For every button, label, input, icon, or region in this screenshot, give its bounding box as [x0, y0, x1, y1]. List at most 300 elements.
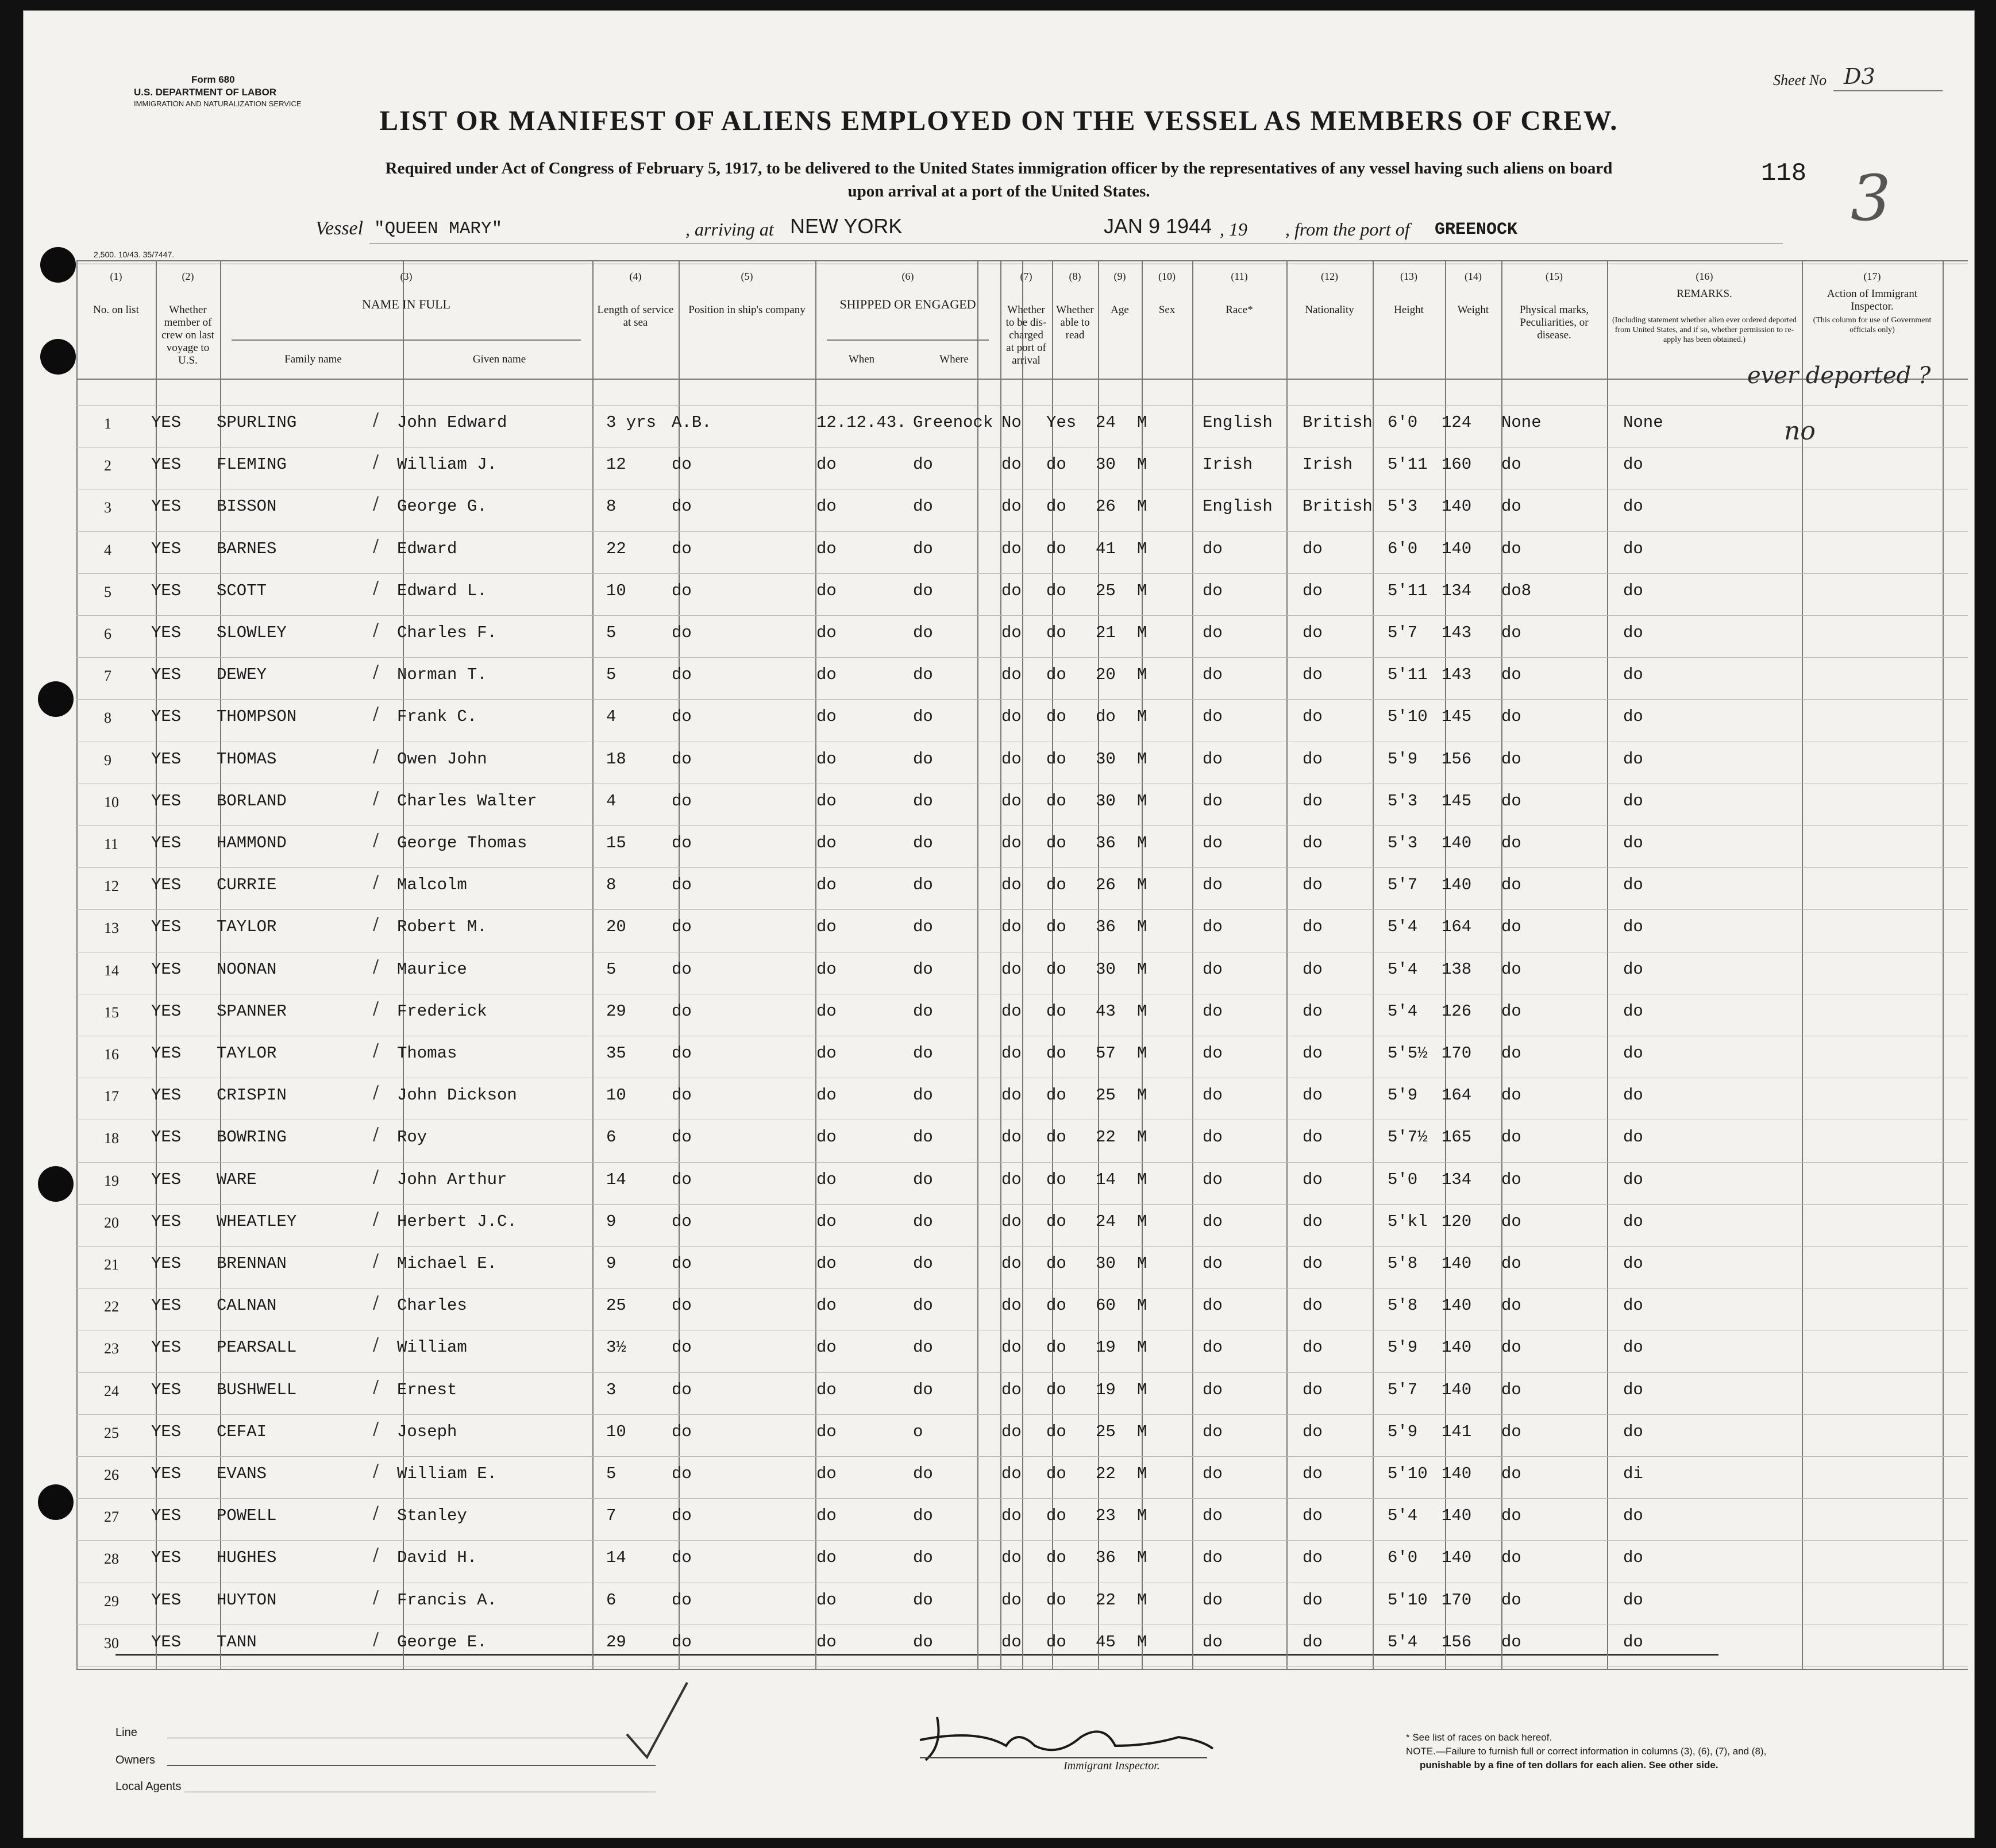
cell-where: do	[913, 497, 933, 516]
from-port: GREENOCK	[1435, 220, 1518, 240]
cell-marks: do	[1501, 1464, 1521, 1483]
cell-height: 5'7½	[1388, 1128, 1428, 1147]
cell-given: Malcolm	[397, 875, 467, 895]
cell-marks: do	[1501, 875, 1521, 895]
cell-position: do	[672, 623, 692, 642]
cell-service: 12	[606, 455, 626, 474]
cell-race: do	[1203, 1506, 1223, 1526]
date-suffix: , 19	[1220, 219, 1247, 240]
check-tick: /	[373, 1208, 379, 1229]
subheader-rule	[232, 339, 581, 341]
cell-weight: 140	[1442, 1338, 1472, 1357]
cell-sex: M	[1137, 1212, 1147, 1231]
cell-height: 5'kl	[1388, 1212, 1428, 1231]
cell-given: Charles F.	[397, 623, 498, 642]
check-tick: /	[373, 493, 379, 514]
cell-read: do	[1046, 875, 1066, 895]
cell-remarks: do	[1623, 581, 1643, 600]
cell-height: 5'3	[1388, 791, 1418, 811]
cell-discharged: do	[1001, 665, 1022, 685]
cell-marks: do8	[1501, 581, 1532, 600]
cell-height: 5'3	[1388, 497, 1418, 516]
owners-underline	[167, 1765, 656, 1766]
line-label: Line	[115, 1726, 137, 1739]
cell-read: do	[1046, 1212, 1066, 1231]
cell-marks: do	[1501, 1632, 1521, 1652]
cell-position: do	[672, 1422, 692, 1441]
cell-discharged: do	[1001, 1632, 1022, 1652]
cell-remarks: do	[1623, 791, 1643, 811]
cell-nationality: do	[1303, 539, 1323, 558]
column-number: (2)	[182, 271, 194, 282]
cell-service: 10	[606, 1422, 626, 1441]
cell-family: WARE	[217, 1170, 257, 1189]
cell-given: Frank C.	[397, 707, 477, 727]
cell-when: do	[816, 1338, 837, 1357]
cell-family: CALNAN	[217, 1296, 277, 1315]
cell-age: 60	[1096, 1296, 1116, 1315]
row-rule	[76, 1204, 1968, 1205]
cell-position: do	[672, 1170, 692, 1189]
cell-nationality: do	[1303, 917, 1323, 937]
row-rule	[76, 405, 1968, 406]
cell-weight: 164	[1442, 917, 1472, 937]
cell-service: 4	[606, 707, 616, 727]
cell-position: do	[672, 834, 692, 852]
cell-marks: do	[1501, 959, 1521, 979]
cell-height: 5'4	[1388, 1001, 1418, 1021]
cell-nationality: do	[1303, 791, 1323, 811]
cell-weight: 170	[1442, 1044, 1472, 1063]
cell-position: do	[672, 455, 692, 474]
cell-height: 5'11	[1388, 455, 1428, 474]
cell-sex: M	[1137, 1422, 1147, 1441]
cell-age: 21	[1096, 623, 1116, 642]
column-number: (5)	[741, 271, 753, 282]
cell-read: do	[1046, 1590, 1066, 1610]
vessel-label: Vessel	[315, 218, 364, 239]
cell-read: do	[1046, 1464, 1066, 1483]
cell-nationality: do	[1303, 1380, 1323, 1399]
cell-weight: 140	[1442, 1254, 1472, 1273]
cell-where: do	[913, 1296, 933, 1315]
cell-member: YES	[151, 1170, 182, 1189]
column-header: Whether to be dis-charged at port of arrival	[1005, 304, 1047, 366]
cell-age: 25	[1096, 1422, 1116, 1441]
check-tick: /	[373, 1587, 379, 1607]
cell-nationality: do	[1303, 623, 1323, 642]
cell-sex: M	[1137, 623, 1147, 642]
column-number: (17)	[1863, 271, 1881, 282]
cell-age: 36	[1096, 917, 1116, 937]
check-tick: /	[373, 704, 379, 724]
cell-position: do	[672, 749, 692, 769]
cell-sex: M	[1137, 665, 1147, 685]
cell-family: BOWRING	[217, 1128, 287, 1147]
cell-when: do	[816, 917, 837, 937]
cell-where: o	[913, 1422, 923, 1441]
check-tick: /	[373, 620, 379, 640]
cell-when: do	[816, 875, 837, 895]
column-header: NAME IN FULL	[362, 297, 450, 311]
cell-read: do	[1046, 791, 1066, 811]
punch-hole	[38, 1484, 74, 1520]
cell-remarks: do	[1623, 834, 1643, 852]
cell-height: 5'8	[1388, 1296, 1418, 1315]
row-number: 28	[104, 1550, 119, 1568]
cell-age: 43	[1096, 1001, 1116, 1021]
cell-remarks: do	[1623, 455, 1643, 474]
row-rule	[76, 1498, 1968, 1499]
cell-weight: 140	[1442, 1506, 1472, 1526]
cell-marks: do	[1501, 1296, 1521, 1315]
vessel-name: "QUEEN MARY"	[374, 219, 503, 239]
cell-position: do	[672, 1338, 692, 1357]
subtitle-2: upon arrival at a port of the United States.	[847, 182, 1150, 200]
form-number: Form 680	[191, 74, 235, 85]
cell-discharged: do	[1001, 581, 1022, 600]
cell-weight: 138	[1442, 959, 1472, 979]
cell-discharged: do	[1001, 707, 1022, 727]
cell-read: do	[1046, 455, 1066, 474]
cell-nationality: do	[1303, 1296, 1323, 1315]
cell-marks: do	[1501, 917, 1521, 937]
check-tick: /	[373, 788, 379, 808]
cell-where: do	[913, 834, 933, 852]
cell-where: do	[913, 1044, 933, 1063]
print-code: 2,500. 10/43. 35/7447.	[94, 250, 175, 259]
column-header: No. on list	[93, 304, 139, 316]
cell-read: do	[1046, 749, 1066, 769]
cell-member: YES	[151, 959, 182, 979]
cell-service: 35	[606, 1044, 626, 1063]
cell-member: YES	[151, 1590, 182, 1610]
cell-age: 36	[1096, 1548, 1116, 1568]
cell-weight: 156	[1442, 1632, 1472, 1652]
cell-where: do	[913, 1464, 933, 1483]
cell-remarks: di	[1623, 1464, 1643, 1483]
cell-race: do	[1203, 1422, 1223, 1441]
cell-age: 25	[1096, 1086, 1116, 1105]
cell-nationality: do	[1303, 749, 1323, 769]
cell-family: HUGHES	[217, 1548, 277, 1568]
cell-given: George G.	[397, 497, 487, 516]
column-number: (15)	[1546, 271, 1563, 282]
row-number: 25	[104, 1424, 119, 1441]
row-number: 30	[104, 1634, 119, 1652]
cell-member: YES	[151, 1044, 182, 1063]
cell-remarks: do	[1623, 1212, 1643, 1231]
row-number: 21	[104, 1256, 119, 1273]
cell-where: do	[913, 1212, 933, 1231]
cell-family: POWELL	[217, 1506, 277, 1526]
cell-when: do	[816, 497, 837, 516]
cell-discharged: do	[1001, 1212, 1022, 1231]
cell-family: SPURLING	[217, 413, 297, 432]
cell-family: TAYLOR	[217, 917, 277, 937]
cell-member: YES	[151, 1338, 182, 1357]
cell-discharged: do	[1001, 497, 1022, 516]
arriving-label: , arriving at	[685, 219, 774, 240]
cell-read: do	[1046, 1170, 1066, 1189]
cell-given: Stanley	[397, 1506, 467, 1526]
check-tick: /	[373, 662, 379, 682]
cell-race: do	[1203, 1296, 1223, 1315]
cell-remarks: do	[1623, 1170, 1643, 1189]
cell-discharged: do	[1001, 917, 1022, 937]
column-header: Weight	[1457, 304, 1489, 316]
column-divider	[1373, 260, 1374, 1669]
cell-read: do	[1046, 1422, 1066, 1441]
cell-race: do	[1203, 1086, 1223, 1105]
cell-position: do	[672, 1632, 692, 1652]
cell-discharged: do	[1001, 1338, 1022, 1357]
cell-height: 5'5½	[1388, 1044, 1428, 1063]
cell-when: do	[816, 1212, 837, 1231]
cell-marks: do	[1501, 1590, 1521, 1610]
cell-height: 5'4	[1388, 917, 1418, 937]
cell-age: 30	[1096, 1254, 1116, 1273]
cell-height: 5'4	[1388, 959, 1418, 979]
cell-sex: M	[1137, 581, 1147, 600]
cell-position: do	[672, 791, 692, 811]
cell-read: do	[1046, 1548, 1066, 1568]
column-header: Action of Immigrant Inspector.	[1827, 288, 1918, 312]
column-note: (This column for use of Government officials only)	[1813, 316, 1932, 334]
row-rule	[76, 1414, 1968, 1415]
column-divider	[76, 260, 78, 1669]
cell-sex: M	[1137, 1338, 1147, 1357]
cell-race: do	[1203, 581, 1223, 600]
cell-member: YES	[151, 497, 182, 516]
cell-height: 5'10	[1388, 1464, 1428, 1483]
cell-weight: 140	[1442, 834, 1472, 852]
cell-discharged: do	[1001, 1254, 1022, 1273]
cell-nationality: do	[1303, 1254, 1323, 1273]
column-divider	[1286, 260, 1288, 1669]
cell-family: CURRIE	[217, 875, 277, 895]
row-rule	[76, 1162, 1968, 1163]
sheet-number: D3	[1844, 64, 1875, 89]
row-number: 3	[104, 499, 111, 516]
check-tick: /	[373, 746, 379, 766]
row-number: 7	[104, 668, 111, 685]
cell-nationality: do	[1303, 1001, 1323, 1021]
cell-height: 5'7	[1388, 875, 1418, 895]
cell-nationality: do	[1303, 1170, 1323, 1189]
cell-read: do	[1046, 1044, 1066, 1063]
cell-age: 36	[1096, 834, 1116, 852]
cell-age: 24	[1096, 1212, 1116, 1231]
cell-given: Michael E.	[397, 1254, 498, 1273]
cell-marks: do	[1501, 1254, 1521, 1273]
cell-service: 3½	[606, 1338, 626, 1357]
cell-member: YES	[151, 1086, 182, 1105]
cell-member: YES	[151, 1212, 182, 1231]
cell-family: BRENNAN	[217, 1254, 287, 1273]
cell-remarks: do	[1623, 1001, 1643, 1021]
arrival-date: JAN 9 1944	[1104, 214, 1212, 238]
check-tick: /	[373, 452, 379, 472]
column-divider	[977, 260, 978, 1669]
cell-race: do	[1203, 749, 1223, 769]
cell-position: do	[672, 581, 692, 600]
cell-family: THOMPSON	[217, 707, 297, 727]
row-number: 1	[104, 415, 111, 432]
cell-height: 5'11	[1388, 665, 1428, 685]
cell-age: 23	[1096, 1506, 1116, 1526]
deported-note: ever deported ?	[1747, 362, 1931, 389]
cell-nationality: Irish	[1303, 455, 1353, 474]
cell-where: do	[913, 665, 933, 685]
check-tick: /	[373, 830, 379, 850]
row-rule	[76, 1246, 1968, 1247]
cell-when: do	[816, 834, 837, 852]
cell-when: do	[816, 1380, 837, 1399]
subtitle-1: Required under Act of Congress of February 5, 1917, to be delivered to the United States immigration officer by the representatives of any vessel having such aliens on board	[385, 159, 1613, 178]
check-tick: /	[373, 1545, 379, 1565]
cell-weight: 140	[1442, 1380, 1472, 1399]
cell-height: 5'9	[1388, 1086, 1418, 1105]
cell-member: YES	[151, 623, 182, 642]
column-header: REMARKS.	[1677, 288, 1732, 300]
cell-height: 5'3	[1388, 834, 1418, 852]
cell-age: 26	[1096, 497, 1116, 516]
cell-family: CRISPIN	[217, 1086, 287, 1105]
column-number: (14)	[1465, 271, 1482, 282]
row-number: 23	[104, 1340, 119, 1357]
cell-nationality: do	[1303, 875, 1323, 895]
cell-service: 18	[606, 749, 626, 769]
cell-remarks: do	[1623, 1086, 1643, 1105]
cell-age: 22	[1096, 1128, 1116, 1147]
cell-age: 25	[1096, 581, 1116, 600]
cell-marks: do	[1501, 707, 1521, 727]
cell-where: do	[913, 1086, 933, 1105]
cell-when: do	[816, 1590, 837, 1610]
cell-remarks: do	[1623, 1380, 1643, 1399]
cell-position: do	[672, 1001, 692, 1021]
cell-member: YES	[151, 749, 182, 769]
row-number: 13	[104, 920, 119, 937]
agents-label: Local Agents	[115, 1780, 182, 1793]
cell-position: do	[672, 497, 692, 516]
column-number: (9)	[1113, 271, 1126, 282]
cell-race: do	[1203, 1590, 1223, 1610]
row-number: 24	[104, 1382, 119, 1399]
cell-race: do	[1203, 917, 1223, 937]
cell-sex: M	[1137, 1128, 1147, 1147]
cell-sex: M	[1137, 1170, 1147, 1189]
cell-family: TANN	[217, 1632, 257, 1652]
row-number: 27	[104, 1509, 119, 1526]
cell-position: do	[672, 1296, 692, 1315]
cell-sex: M	[1137, 1296, 1147, 1315]
cell-when: do	[816, 1170, 837, 1189]
cell-given: Francis A.	[397, 1590, 498, 1610]
cell-member: YES	[151, 1464, 182, 1483]
cell-when: do	[816, 959, 837, 979]
cell-sex: M	[1137, 1086, 1147, 1105]
footnote-3: punishable by a fine of ten dollars for each alien. See other side.	[1420, 1760, 1718, 1770]
cell-where: do	[913, 539, 933, 558]
column-number: (13)	[1400, 271, 1417, 282]
cell-where: do	[913, 1254, 933, 1273]
cell-member: YES	[151, 581, 182, 600]
cell-height: 5'9	[1388, 1338, 1418, 1357]
cell-weight: 134	[1442, 1170, 1472, 1189]
row-number: 6	[104, 626, 111, 642]
row-number: 22	[104, 1298, 119, 1315]
cell-remarks: do	[1623, 1254, 1643, 1273]
cell-weight: 145	[1442, 791, 1472, 811]
column-header: Whether able to read	[1056, 304, 1094, 341]
row-number: 15	[104, 1004, 119, 1021]
cell-remarks: do	[1623, 959, 1643, 979]
cell-age: 30	[1096, 455, 1116, 474]
cell-race: do	[1203, 1212, 1223, 1231]
cell-remarks: do	[1623, 665, 1643, 685]
sheet-label: Sheet No	[1773, 72, 1827, 88]
check-tick: /	[373, 1629, 379, 1649]
cell-marks: do	[1501, 1338, 1521, 1357]
cell-family: BISSON	[217, 497, 277, 516]
cell-read: do	[1046, 917, 1066, 937]
from-label: , from the port of	[1285, 219, 1410, 240]
cell-service: 6	[606, 1590, 616, 1610]
column-header: Sex	[1158, 304, 1176, 316]
cell-family: HAMMOND	[217, 834, 287, 852]
cell-nationality: do	[1303, 1044, 1323, 1063]
cell-given: George E.	[397, 1632, 487, 1652]
cell-position: do	[672, 1590, 692, 1610]
cell-read: do	[1046, 497, 1066, 516]
cell-race: do	[1203, 1632, 1223, 1652]
cell-given: Herbert J.C.	[397, 1212, 517, 1231]
row-rule	[76, 657, 1968, 658]
cell-position: do	[672, 1212, 692, 1231]
cell-where: do	[913, 1170, 933, 1189]
cell-nationality: do	[1303, 1338, 1323, 1357]
cell-marks: do	[1501, 1128, 1521, 1147]
column-number: (1)	[110, 271, 122, 282]
cell-race: do	[1203, 665, 1223, 685]
department-name: U.S. DEPARTMENT OF LABOR	[134, 87, 277, 98]
cell-discharged: do	[1001, 1422, 1022, 1441]
cell-weight: 143	[1442, 623, 1472, 642]
column-header: Physical marks, Peculiarities, or disease.	[1519, 304, 1589, 341]
cell-given: Ernest	[397, 1380, 457, 1399]
cell-member: YES	[151, 791, 182, 811]
column-header: Height	[1394, 304, 1424, 316]
cell-family: NOONAN	[217, 959, 277, 979]
cell-weight: 145	[1442, 707, 1472, 727]
cell-sex: M	[1137, 1590, 1147, 1610]
cell-sex: M	[1137, 917, 1147, 937]
cell-member: YES	[151, 875, 182, 895]
cell-height: 5'7	[1388, 623, 1418, 642]
cell-service: 3	[606, 1380, 616, 1399]
cell-discharged: do	[1001, 1296, 1022, 1315]
cell-when: do	[816, 707, 837, 727]
cell-nationality: do	[1303, 1086, 1323, 1105]
cell-read: do	[1046, 1632, 1066, 1652]
cell-discharged: do	[1001, 1044, 1022, 1063]
cell-discharged: do	[1001, 1170, 1022, 1189]
cell-remarks: do	[1623, 1044, 1643, 1063]
cell-family: EVANS	[217, 1464, 267, 1483]
check-tick: /	[373, 535, 379, 556]
